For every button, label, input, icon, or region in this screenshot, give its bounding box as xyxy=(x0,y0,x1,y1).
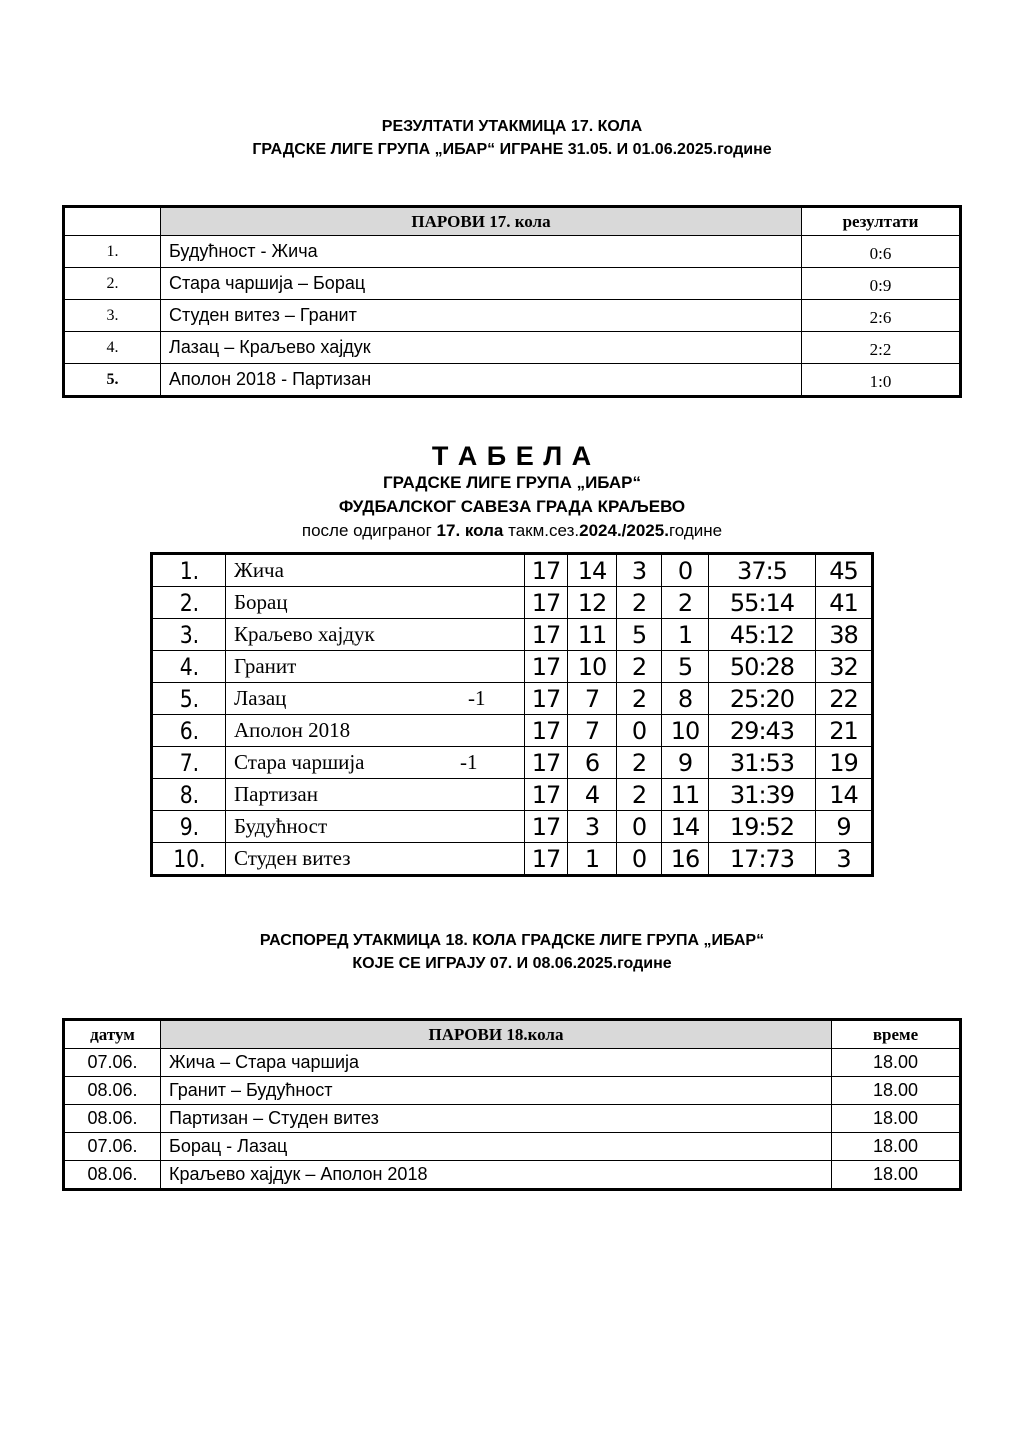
schedule-row-time: 18.00 xyxy=(832,1077,961,1105)
schedule-row-time: 18.00 xyxy=(832,1161,961,1190)
schedule-row-date: 07.06. xyxy=(64,1133,161,1161)
table-row xyxy=(64,332,961,364)
standings-points: 3 xyxy=(816,843,873,876)
standings-team-cell xyxy=(226,619,525,651)
standings-lost: 5 xyxy=(662,651,709,683)
results-row-num: 5. xyxy=(64,364,161,397)
table-row xyxy=(152,715,873,747)
results-header-pairs: ПАРОВИ 17. кола xyxy=(161,207,802,236)
schedule-title-line1: РАСПОРЕД УТАКМИЦА 18. КОЛА ГРАДСКЕ ЛИГЕ ГРУПА „ИБАР“ xyxy=(259,932,765,949)
after-season: 2024./2025. xyxy=(579,521,669,540)
standings-lost: 8 xyxy=(662,683,709,715)
results-row-num: 3. xyxy=(64,300,161,332)
standings-drawn: 0 xyxy=(617,843,662,876)
table-row xyxy=(152,811,873,843)
standings-lost: 10 xyxy=(662,715,709,747)
schedule-row-time: 18.00 xyxy=(832,1105,961,1133)
standings-played: 17 xyxy=(525,843,568,876)
standings-points: 21 xyxy=(816,715,873,747)
standings-played: 17 xyxy=(525,554,568,587)
schedule-row-pair: Краљево хајдук – Аполон 2018 xyxy=(161,1161,832,1190)
results-row-num: 4. xyxy=(64,332,161,364)
schedule-row-pair: Борац - Лазац xyxy=(161,1133,832,1161)
results-row-result: 0:9 xyxy=(802,268,961,300)
standings-points: 22 xyxy=(816,683,873,715)
standings-team-name: Студен витез xyxy=(234,846,351,870)
results-row-pair: Лазац – Краљево хајдук xyxy=(161,332,802,364)
results-header-results: резултати xyxy=(802,207,961,236)
standings-after-round-line xyxy=(0,521,1024,541)
schedule-row-time: 18.00 xyxy=(832,1133,961,1161)
standings-team-cell xyxy=(226,683,525,715)
table-row xyxy=(64,236,961,268)
standings-position: 6. xyxy=(157,715,220,747)
standings-team-name: Партизан xyxy=(234,782,318,806)
standings-goals: 31:53 xyxy=(709,747,816,779)
standings-played: 17 xyxy=(525,715,568,747)
standings-won: 7 xyxy=(568,683,617,715)
standings-won: 4 xyxy=(568,779,617,811)
standings-team-cell xyxy=(226,747,525,779)
table-row xyxy=(152,683,873,715)
table-row xyxy=(64,1105,961,1133)
standings-won: 6 xyxy=(568,747,617,779)
standings-points: 14 xyxy=(816,779,873,811)
standings-subtitle2: ФУДБАЛСКОГ САВЕЗА ГРАДА КРАЉЕВО xyxy=(338,497,686,516)
standings-position: 4. xyxy=(157,651,220,683)
standings-points: 9 xyxy=(816,811,873,843)
schedule-header-date: датум xyxy=(64,1020,161,1049)
schedule-header-time: време xyxy=(832,1020,961,1049)
standings-position: 2. xyxy=(157,587,220,619)
standings-lost: 9 xyxy=(662,747,709,779)
standings-drawn: 0 xyxy=(617,811,662,843)
table-row xyxy=(152,587,873,619)
standings-team-cell xyxy=(226,587,525,619)
results-table xyxy=(62,205,962,398)
standings-team-name: Стара чаршија xyxy=(234,750,365,774)
standings-team-cell xyxy=(226,651,525,683)
standings-won: 1 xyxy=(568,843,617,876)
table-row xyxy=(64,1161,961,1190)
standings-drawn: 2 xyxy=(617,683,662,715)
standings-goals: 45:12 xyxy=(709,619,816,651)
schedule-table xyxy=(62,1018,962,1191)
results-row-pair: Студен витез – Гранит xyxy=(161,300,802,332)
schedule-row-date: 07.06. xyxy=(64,1049,161,1077)
results-row-num: 1. xyxy=(64,236,161,268)
standings-lost: 14 xyxy=(662,811,709,843)
results-title-line1: РЕЗУЛТАТИ УТАКМИЦА 17. КОЛА xyxy=(381,118,643,135)
standings-lost: 0 xyxy=(662,554,709,587)
standings-points: 41 xyxy=(816,587,873,619)
results-row-result: 2:2 xyxy=(802,332,961,364)
standings-team-cell xyxy=(226,715,525,747)
standings-played: 17 xyxy=(525,747,568,779)
table-row xyxy=(152,843,873,876)
results-row-pair: Стара чаршија – Борац xyxy=(161,268,802,300)
standings-drawn: 5 xyxy=(617,619,662,651)
standings-won: 12 xyxy=(568,587,617,619)
standings-played: 17 xyxy=(525,587,568,619)
after-prefix: после одиграног xyxy=(301,521,437,540)
standings-played: 17 xyxy=(525,619,568,651)
results-row-pair: Будућност - Жича xyxy=(161,236,802,268)
standings-position: 3. xyxy=(157,619,220,651)
table-row xyxy=(64,1049,961,1077)
schedule-title-line2: КОЈЕ СЕ ИГРАЈУ 07. И 08.06.2025.године xyxy=(352,955,672,972)
schedule-row-pair: Гранит – Будућност xyxy=(161,1077,832,1105)
standings-won: 11 xyxy=(568,619,617,651)
table-row xyxy=(152,651,873,683)
standings-team-name: Борац xyxy=(234,590,288,614)
standings-team-name: Лазац xyxy=(234,686,287,710)
standings-played: 17 xyxy=(525,651,568,683)
results-row-pair: Аполон 2018 - Партизан xyxy=(161,364,802,397)
standings-lost: 16 xyxy=(662,843,709,876)
standings-goals: 17:73 xyxy=(709,843,816,876)
standings-won: 10 xyxy=(568,651,617,683)
standings-position: 10. xyxy=(157,843,220,876)
standings-team-name: Аполон 2018 xyxy=(234,718,351,742)
schedule-row-date: 08.06. xyxy=(64,1161,161,1190)
standings-penalty: -1 xyxy=(468,686,486,710)
standings-subtitle1: ГРАДСКЕ ЛИГЕ ГРУПА „ИБАР“ xyxy=(382,473,641,492)
standings-goals: 37:5 xyxy=(709,554,816,587)
results-row-num: 2. xyxy=(64,268,161,300)
schedule-header-pairs: ПАРОВИ 18.кола xyxy=(161,1020,832,1049)
standings-goals: 25:20 xyxy=(709,683,816,715)
standings-position: 7. xyxy=(157,747,220,779)
standings-goals: 31:39 xyxy=(709,779,816,811)
standings-points: 38 xyxy=(816,619,873,651)
after-mid: такм.сез. xyxy=(503,521,580,540)
standings-goals: 29:43 xyxy=(709,715,816,747)
standings-drawn: 2 xyxy=(617,587,662,619)
standings-drawn: 0 xyxy=(617,715,662,747)
standings-table xyxy=(150,552,874,877)
standings-team-cell xyxy=(226,779,525,811)
standings-position: 5. xyxy=(157,683,220,715)
standings-team-name: Жича xyxy=(234,558,284,582)
schedule-row-pair: Партизан – Студен витез xyxy=(161,1105,832,1133)
table-row xyxy=(152,554,873,587)
standings-drawn: 2 xyxy=(617,651,662,683)
standings-lost: 2 xyxy=(662,587,709,619)
schedule-row-time: 18.00 xyxy=(832,1049,961,1077)
results-title-line2: ГРАДСКЕ ЛИГЕ ГРУПА „ИБАР“ ИГРАНЕ 31.05. И 01.06.2025.године xyxy=(252,141,772,158)
table-row xyxy=(152,779,873,811)
schedule-row-date: 08.06. xyxy=(64,1077,161,1105)
results-row-result: 1:0 xyxy=(802,364,961,397)
standings-points: 32 xyxy=(816,651,873,683)
standings-drawn: 2 xyxy=(617,779,662,811)
standings-team-cell xyxy=(226,811,525,843)
standings-drawn: 2 xyxy=(617,747,662,779)
standings-team-cell xyxy=(226,843,525,876)
standings-lost: 1 xyxy=(662,619,709,651)
standings-position: 8. xyxy=(157,779,220,811)
table-row xyxy=(64,364,961,397)
standings-team-name: Будућност xyxy=(234,814,328,838)
after-suffix: године xyxy=(668,521,723,540)
after-round: 17. кола xyxy=(436,521,504,540)
standings-goals: 55:14 xyxy=(709,587,816,619)
standings-played: 17 xyxy=(525,779,568,811)
standings-team-cell xyxy=(226,554,525,587)
standings-played: 17 xyxy=(525,683,568,715)
table-row xyxy=(152,619,873,651)
results-row-result: 2:6 xyxy=(802,300,961,332)
table-row xyxy=(64,1133,961,1161)
standings-position: 9. xyxy=(157,811,220,843)
standings-won: 14 xyxy=(568,554,617,587)
table-row xyxy=(64,1077,961,1105)
standings-title: Т А Б Е Л А xyxy=(431,441,593,471)
standings-points: 45 xyxy=(816,554,873,587)
table-row xyxy=(64,268,961,300)
table-row xyxy=(64,300,961,332)
standings-goals: 19:52 xyxy=(709,811,816,843)
standings-penalty: -1 xyxy=(460,750,478,774)
standings-won: 3 xyxy=(568,811,617,843)
standings-won: 7 xyxy=(568,715,617,747)
schedule-row-date: 08.06. xyxy=(64,1105,161,1133)
standings-lost: 11 xyxy=(662,779,709,811)
table-row xyxy=(152,747,873,779)
schedule-row-pair: Жича – Стара чаршија xyxy=(161,1049,832,1077)
schedule-header-row xyxy=(64,1020,961,1049)
results-header-num xyxy=(64,207,161,236)
standings-position: 1. xyxy=(157,554,220,587)
standings-played: 17 xyxy=(525,811,568,843)
standings-team-name: Краљево хајдук xyxy=(234,622,375,646)
standings-points: 19 xyxy=(816,747,873,779)
results-row-result: 0:6 xyxy=(802,236,961,268)
results-header-row xyxy=(64,207,961,236)
standings-goals: 50:28 xyxy=(709,651,816,683)
standings-team-name: Гранит xyxy=(234,654,297,678)
standings-drawn: 3 xyxy=(617,554,662,587)
